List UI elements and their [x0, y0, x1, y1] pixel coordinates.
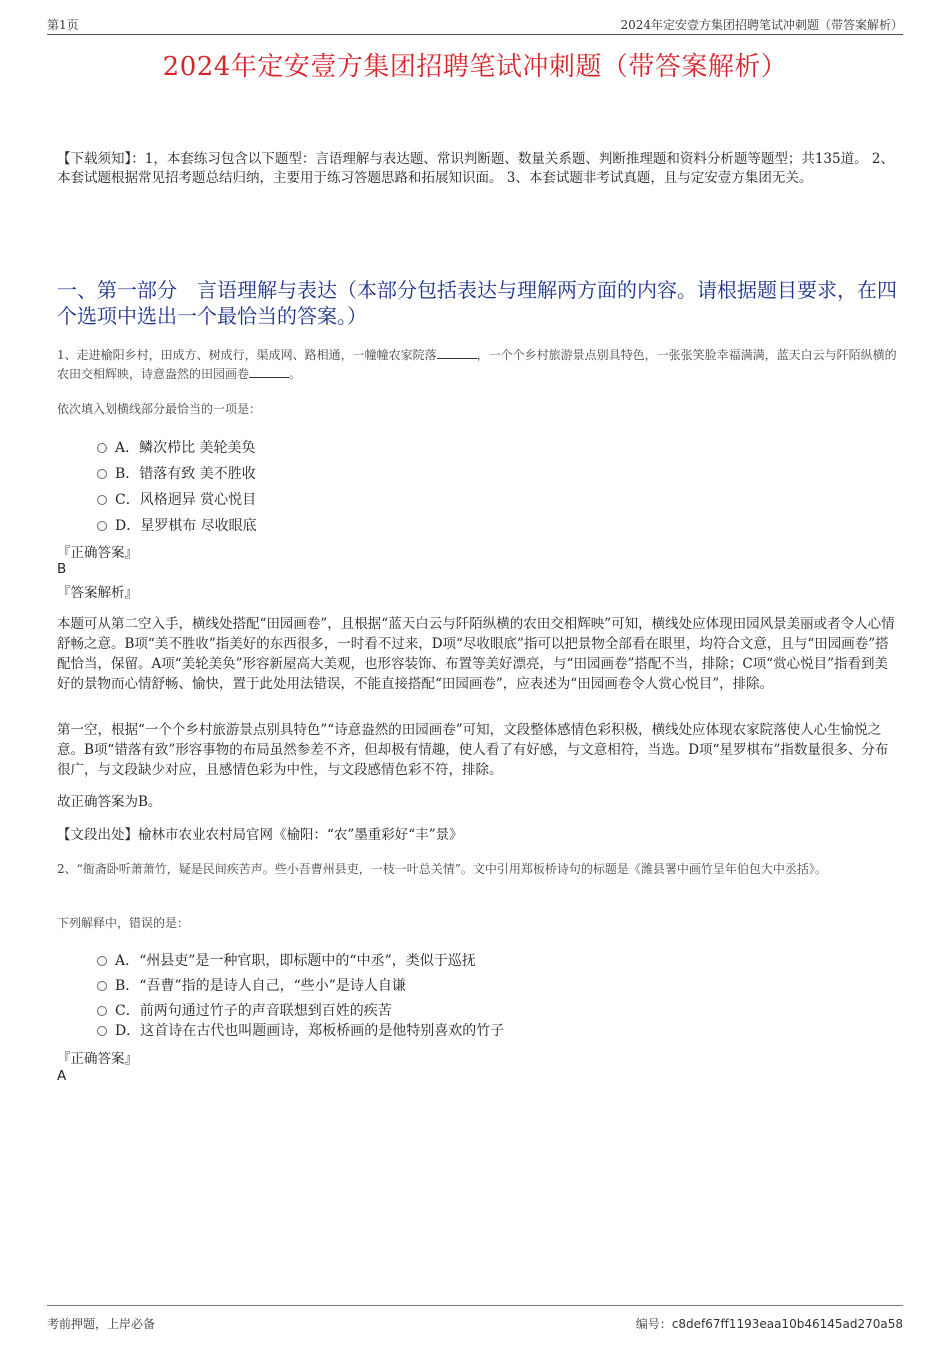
option-label: C．前两句通过竹子的声音联想到百姓的疾苦 [115, 1003, 392, 1019]
question-2-answer-label: 『正确答案』 [57, 1051, 138, 1067]
question-1-analysis-paragraph-2: 第一空，根据“一个个乡村旅游景点别具特色”“诗意盎然的田园画卷”可知，文段整体感情色彩积极，横线处应体现农家院落使人心生愉悦之意。B项“错落有致”形容事物的布局虽然参差不齐，但却极有情趣，使人看了有好感，与文意相符，当选。D项“星罗棋布”指数量很多、分布很广，与文段缺少对应，且感情色彩为中性，与文段感情色彩不符，排除。 [57, 722, 889, 778]
option-label: B．错落有致 美不胜收 [115, 466, 256, 482]
question-1-text [57, 346, 899, 384]
section-title: 一、第一部分 言语理解与表达（本部分包括表达与理解两方面的内容。请根据题目要求，在四个选项中选出一个最恰当的答案。） [57, 278, 897, 328]
radio-button[interactable] [97, 1026, 107, 1036]
footer-slogan: 考前押题，上岸必备 [47, 1317, 156, 1331]
question-1-text-part-a: 1、走进榆阳乡村，田成方、树成行，渠成网、路相通，一幢幢农家院落 [57, 348, 437, 362]
question-1-analysis-paragraph-1: 本题可从第二空入手，横线处搭配“田园画卷”，且根据“蓝天白云与阡陌纵横的农田交相辉映”可知，横线处应体现田园风景美丽或者令人心情舒畅之意。B项“美不胜收”指美好的东西很多，一时看不过来，D项“尽收眼底”指可以把景物全部看在眼里，均符合文意，且与“田园画卷”搭配恰当，保留。A项“美轮美奂”形容新屋高大美观，也形容装饰、布置等美好漂亮，与“田园画卷”搭配不当，排除；C项“赏心悦目”指看到美好的景物而心情舒畅、愉快，置于此处用法错误，不能直接搭配“田园画卷”，应表述为“田园画卷令人赏心悦目”，排除。 [57, 616, 895, 692]
blank-1 [437, 346, 477, 359]
download-notice: 【下载须知】：1，本套练习包含以下题型：言语理解与表达题、常识判断题、数量关系题、判断推理题和资料分析题等题型；共135道。 2、本套试题根据常见招考题总结归纳，主要用于练习答题思路和拓展知识面。 3、本套试题非考试真题，且与定安壹方集团无关。 [57, 151, 894, 186]
question-2-prompt: 下列解释中，错误的是： [57, 916, 190, 930]
radio-button[interactable] [97, 956, 107, 966]
footer-code [636, 1315, 903, 1332]
radio-button[interactable] [97, 1006, 107, 1016]
page-number: 第1页 [47, 18, 79, 32]
page-header [47, 14, 903, 35]
question-1-answer-label: 『正确答案』 [57, 545, 138, 561]
question-1-text-part-c: 。 [289, 367, 302, 381]
option-label: A．“州县吏”是一种官职，即标题中的“中丞”，类似于巡抚 [115, 953, 476, 969]
question-1-source: 【文段出处】榆林市农业农村局官网《榆阳：“农”墨重彩好“丰”景》 [57, 827, 463, 843]
option-label: D．这首诗在古代也叫题画诗，郑板桥画的是他特别喜欢的竹子 [115, 1023, 505, 1039]
radio-button[interactable] [97, 521, 107, 531]
question-1-prompt: 依次填入划横线部分最恰当的一项是： [57, 402, 262, 416]
header-title: 2024年定安壹方集团招聘笔试冲刺题（带答案解析） [620, 18, 903, 32]
document-title: 2024年定安壹方集团招聘笔试冲刺题（带答案解析） [162, 52, 788, 82]
question-1-text-part-b: ，一个个乡村旅游景点别具特色，一张张笑脸幸福满满，蓝天白云与阡陌纵横的农田交相辉映，诗意盎然的田园画卷 [57, 348, 897, 381]
footer-code-value: c8def67ff1193eaa10b46145ad270a58 [671, 1317, 903, 1331]
option-label: B．“吾曹”指的是诗人自己，“些小”是诗人自谦 [115, 978, 406, 994]
option-label: C．风格迥异 赏心悦目 [115, 492, 257, 508]
question-1-answer: B [57, 561, 67, 577]
blank-2 [249, 365, 289, 378]
question-2-text: 2、“衙斋卧听萧萧竹，疑是民间疾苦声。些小吾曹州县吏，一枝一叶总关情”。文中引用郑板桥诗句的标题是《潍县署中画竹呈年伯包大中丞括》。 [57, 862, 827, 876]
radio-button[interactable] [97, 495, 107, 505]
option-label: D．星罗棋布 尽收眼底 [115, 518, 257, 534]
radio-button[interactable] [97, 443, 107, 453]
page-footer [47, 1305, 903, 1334]
radio-button[interactable] [97, 981, 107, 991]
option-label: A．鳞次栉比 美轮美奂 [115, 440, 256, 456]
question-2-answer: A [57, 1068, 67, 1084]
question-1-conclusion: 故正确答案为B。 [57, 794, 162, 810]
radio-button[interactable] [97, 469, 107, 479]
footer-code-label: 编号： [635, 1317, 672, 1331]
question-1-analysis-label: 『答案解析』 [57, 585, 138, 601]
